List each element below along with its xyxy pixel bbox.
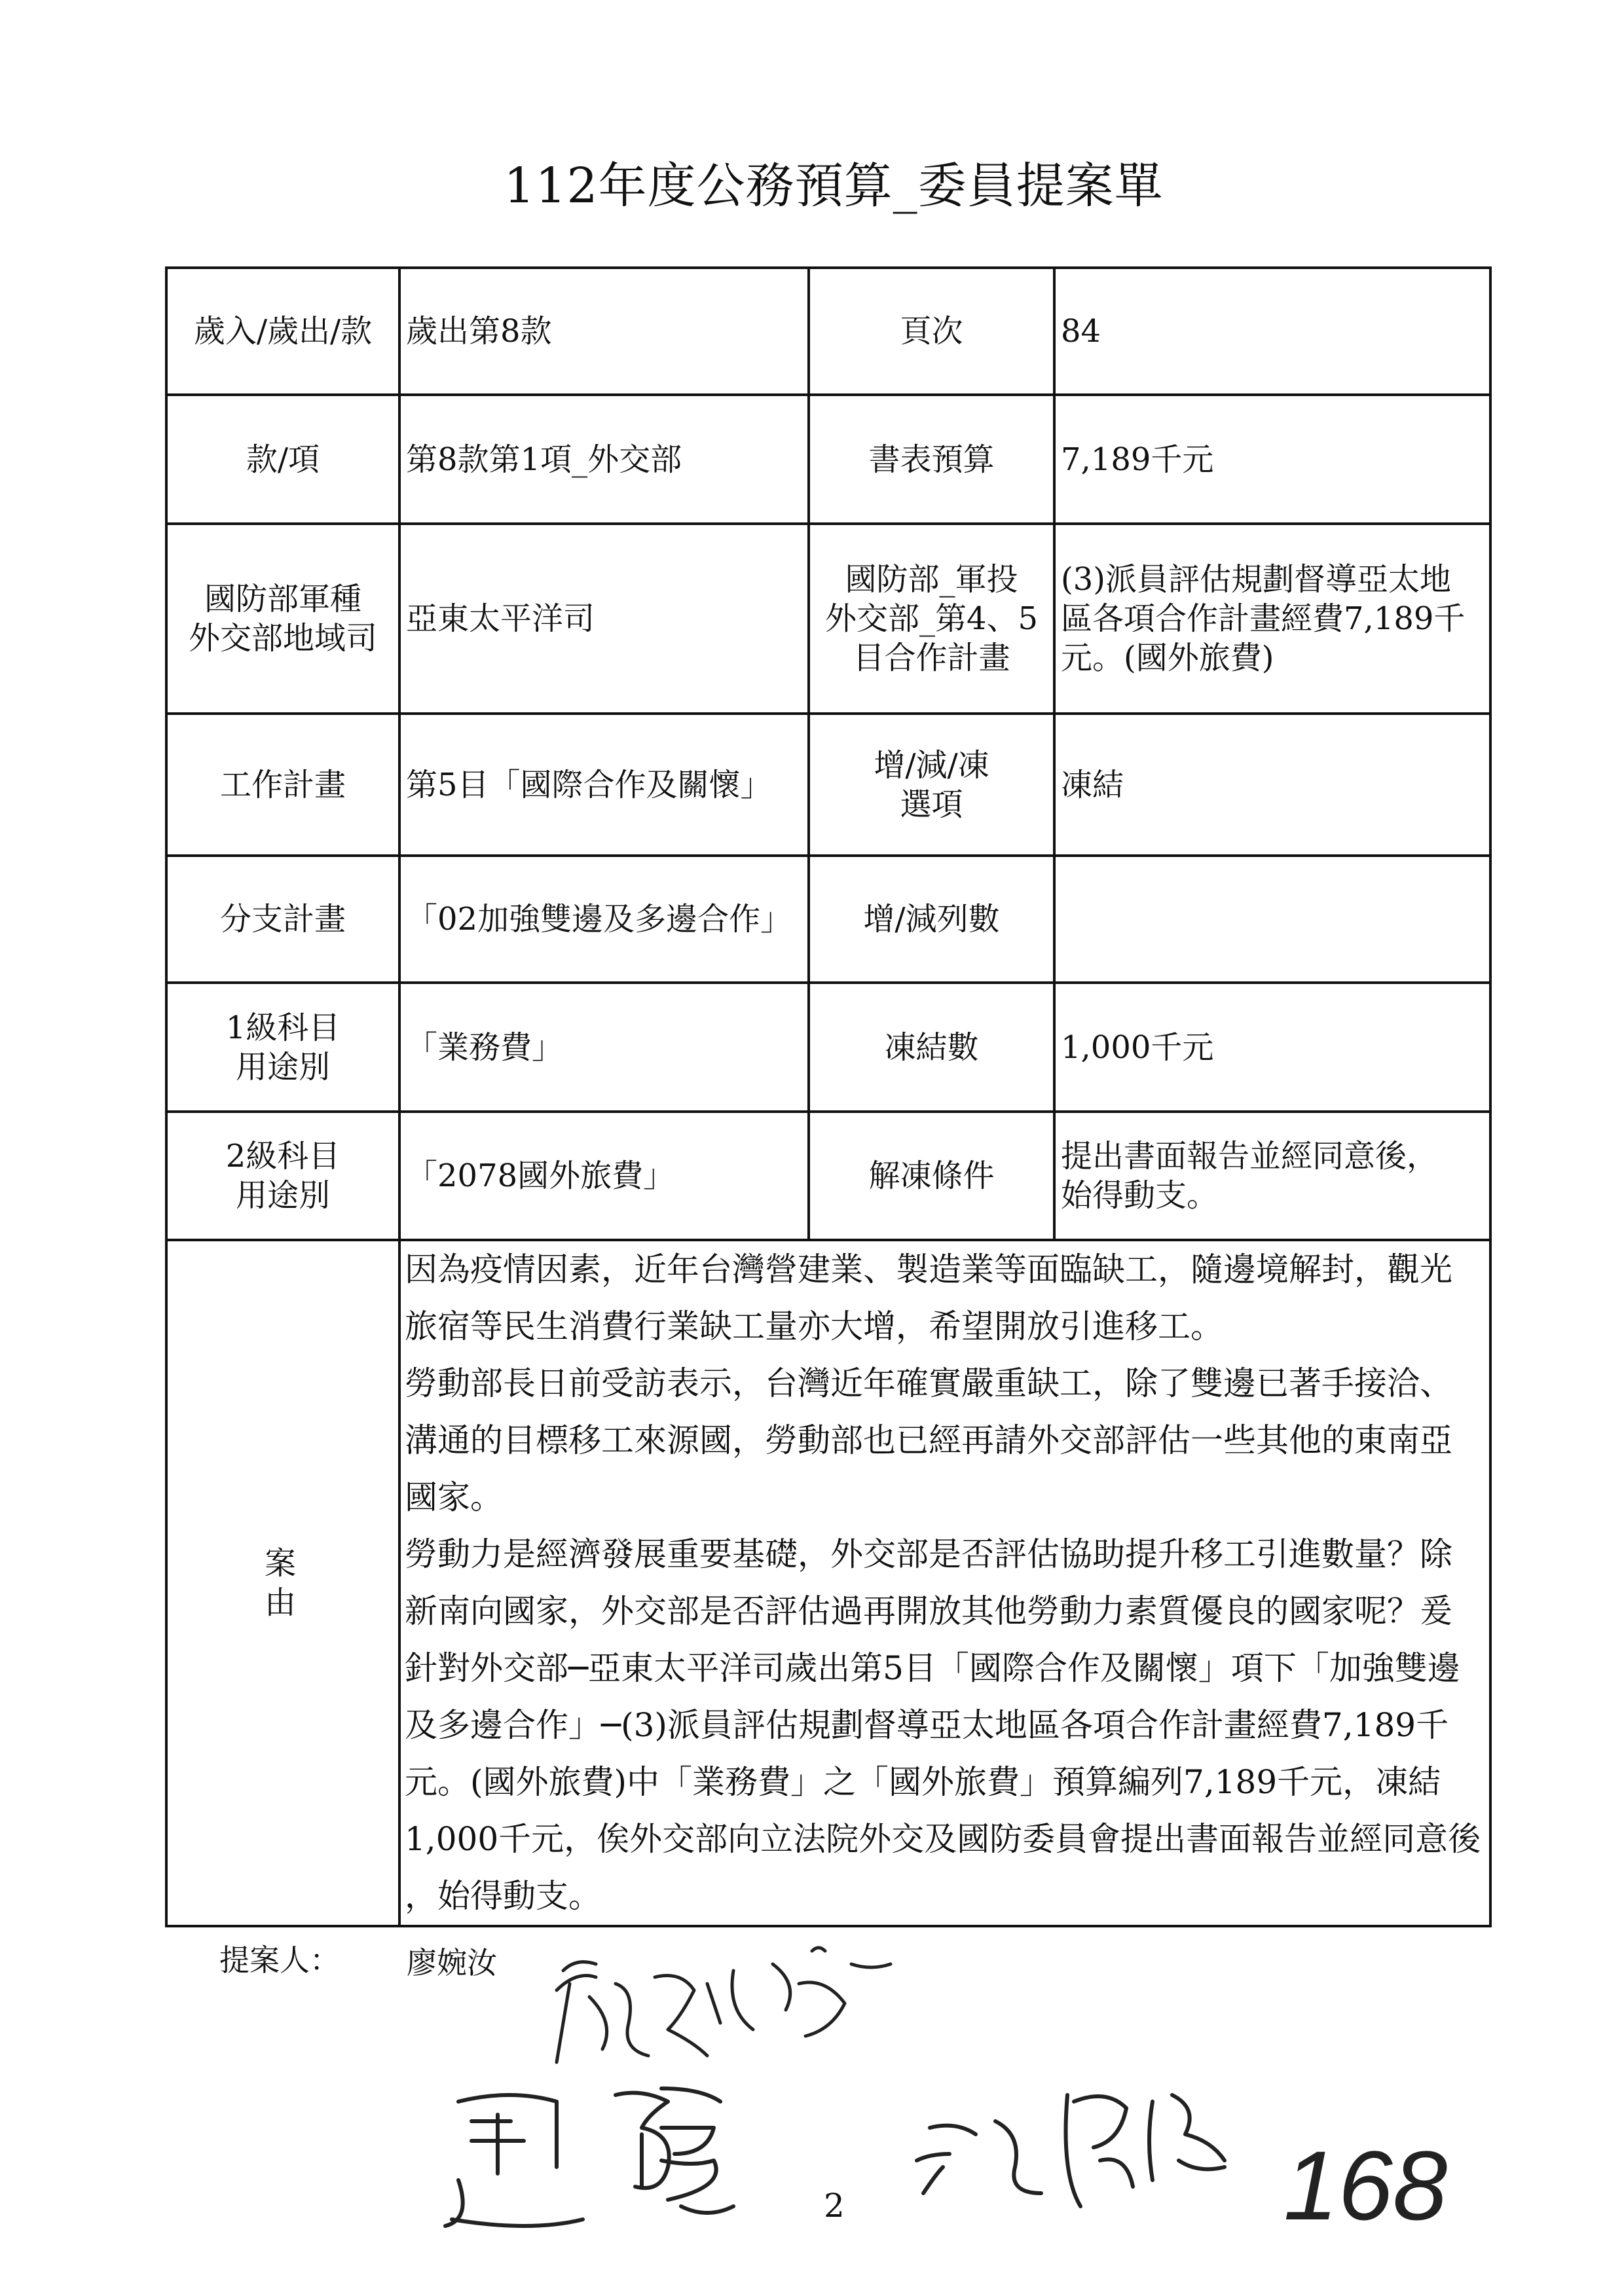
label-cell: 解凍條件 bbox=[809, 1112, 1054, 1240]
label-cell: 歲入/歲出/款 bbox=[166, 268, 399, 395]
reason-line: ，始得動支。 bbox=[405, 1877, 601, 1915]
reason-label: 案由 bbox=[166, 1240, 399, 1926]
value-line: 區各項合作計畫經費7,189千 bbox=[1061, 600, 1466, 637]
value-cell: 84 bbox=[1054, 268, 1490, 395]
reason-line: 及多邊合作」─(3)派員評估規劃督導亞太地區各項合作計畫經費7,189千 bbox=[405, 1706, 1449, 1744]
value-cell: 第8款第1項_外交部 bbox=[399, 395, 809, 524]
value-line: 元。(國外旅費) bbox=[1061, 640, 1274, 676]
label-line: 國防部_軍投 bbox=[845, 561, 1018, 598]
value-line: (3)派員評估規劃督導亞太地 bbox=[1061, 561, 1451, 598]
label-line: 用途別 bbox=[235, 1048, 330, 1085]
value-cell: 1,000千元 bbox=[1054, 983, 1490, 1112]
value-cell: 第5目「國際合作及關懷」 bbox=[399, 714, 809, 856]
label-line: 外交部地域司 bbox=[188, 620, 377, 657]
page-title: 112年度公務預算_委員提案單 bbox=[504, 158, 1164, 214]
label-line: 2級科目 bbox=[225, 1138, 341, 1175]
proposer-name: 廖婉汝 bbox=[407, 1945, 497, 1980]
label-cell: 書表預算 bbox=[809, 395, 1054, 524]
label-cell: 款/項 bbox=[166, 395, 399, 524]
value-line: 始得動支。 bbox=[1061, 1177, 1219, 1214]
label-line: 增/減/凍 bbox=[874, 746, 989, 784]
label-cell: 凍結數 bbox=[809, 983, 1054, 1112]
label-cell: 增/減列數 bbox=[809, 856, 1054, 983]
page-number: 2 bbox=[824, 2187, 845, 2225]
value-cell: 凍結 bbox=[1054, 714, 1490, 856]
reason-line: 勞動部長日前受訪表示，台灣近年確實嚴重缺工，除了雙邊已著手接洽、 bbox=[405, 1364, 1452, 1402]
value-cell: 7,189千元 bbox=[1054, 395, 1490, 524]
value-cell: 「02加強雙邊及多邊合作」 bbox=[399, 856, 809, 983]
value-cell: 亞東太平洋司 bbox=[399, 524, 809, 714]
reason-line: 勞動力是經濟發展重要基礎，外交部是否評估協助提升移工引進數量？除 bbox=[405, 1535, 1452, 1573]
label-line: 1級科目 bbox=[225, 1009, 341, 1046]
reason-line: 旅宿等民生消費行業缺工量亦大增，希望開放引進移工。 bbox=[405, 1307, 1223, 1345]
label-line: 目合作計畫 bbox=[853, 640, 1010, 676]
value-cell: 歲出第8款 bbox=[399, 268, 809, 395]
proposer-label: 提案人： bbox=[219, 1942, 340, 1978]
value-line: 提出書面報告並經同意後， bbox=[1061, 1138, 1439, 1175]
handwritten-number: 168 bbox=[1283, 2130, 1448, 2240]
reason-line: 國家。 bbox=[405, 1478, 503, 1516]
reason-line: 溝通的目標移工來源國，勞動部也已經再請外交部評估一些其他的東南亞 bbox=[405, 1421, 1452, 1459]
signature-1 bbox=[557, 1948, 891, 2062]
value-cell: 「2078國外旅費」 bbox=[399, 1112, 809, 1240]
value-cell: 「業務費」 bbox=[399, 983, 809, 1112]
reason-line: 新南向國家，外交部是否評估過再開放其他勞動力素質優良的國家呢？爰 bbox=[405, 1592, 1452, 1630]
reason-line: 因為疫情因素，近年台灣營建業、製造業等面臨缺工，隨邊境解封，觀光 bbox=[405, 1250, 1452, 1288]
label-cell: 分支計畫 bbox=[166, 856, 399, 983]
label-cell: 頁次 bbox=[809, 268, 1054, 395]
label-cell: 工作計畫 bbox=[166, 714, 399, 856]
label-line: 國防部軍種 bbox=[204, 581, 361, 617]
label-line: 選項 bbox=[900, 786, 963, 823]
reason-line: 1,000千元，俟外交部向立法院外交及國防委員會提出書面報告並經同意後 bbox=[405, 1820, 1481, 1858]
reason-line: 元。(國外旅費)中「業務費」之「國外旅費」預算編列7,189千元，凍結 bbox=[405, 1763, 1441, 1801]
label-line: 外交部_第4、5 bbox=[824, 600, 1039, 637]
label-line: 用途別 bbox=[235, 1177, 330, 1214]
reason-line: 針對外交部─亞東太平洋司歲出第5目「國際合作及關懷」項下「加強雙邊 bbox=[405, 1649, 1460, 1687]
